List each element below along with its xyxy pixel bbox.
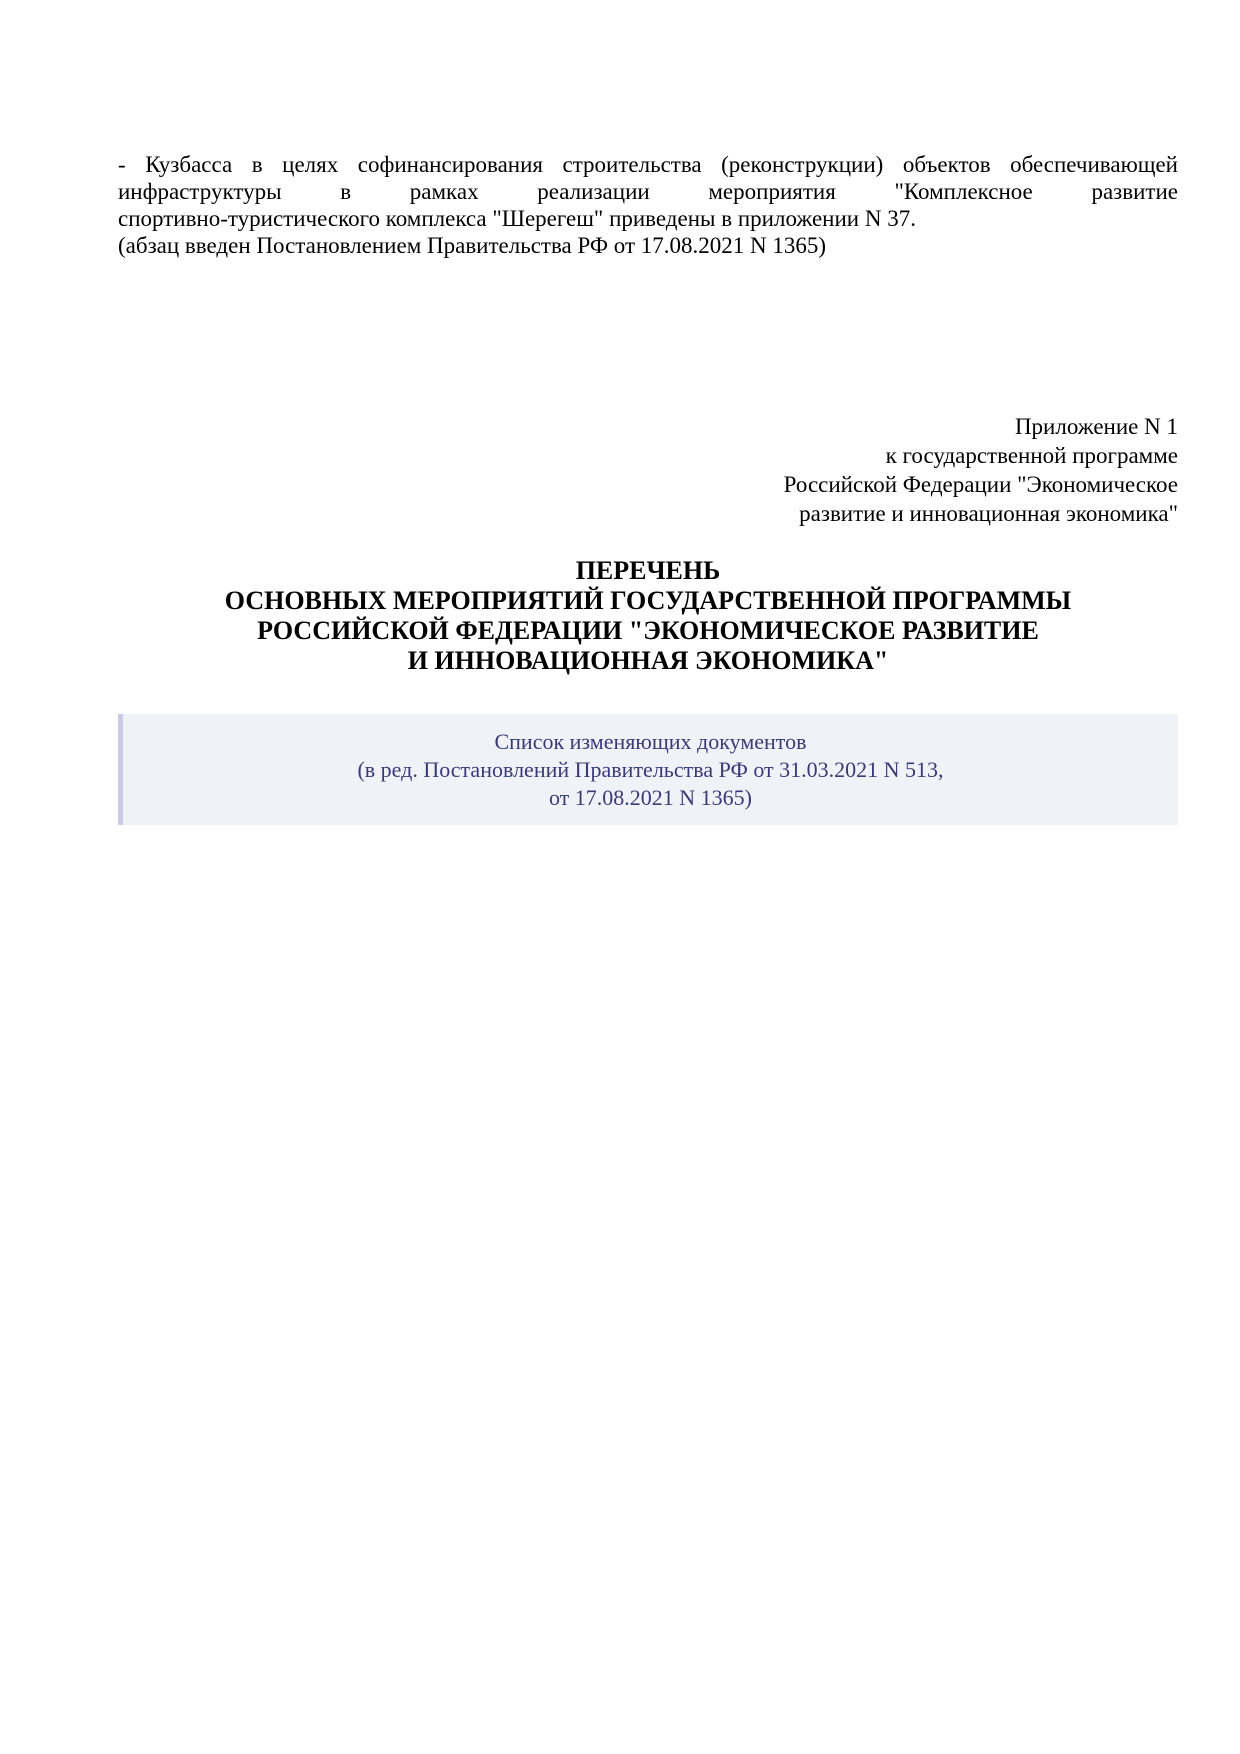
intro-line-2: инфраструктуры в рамках реализации мероприятия "Комплексное развитие bbox=[118, 179, 1178, 204]
changes-heading: Список изменяющих документов bbox=[494, 729, 807, 754]
appendix-header bbox=[578, 412, 1178, 528]
title-line-2: ОСНОВНЫХ МЕРОПРИЯТИЙ ГОСУДАРСТВЕННОЙ ПРОГРАММЫ bbox=[224, 586, 1072, 615]
document-title bbox=[118, 556, 1178, 676]
appendix-line-4: развитие и инновационная экономика" bbox=[799, 501, 1178, 526]
title-line-1: ПЕРЕЧЕНЬ bbox=[575, 556, 721, 585]
intro-line-1: - Кузбасса в целях софинансирования строительства (реконструкции) объектов обеспечивающей bbox=[118, 152, 1178, 177]
title-line-4: И ИННОВАЦИОННАЯ ЭКОНОМИКА" bbox=[407, 646, 889, 675]
changes-line-1: (в ред. Постановлений Правительства РФ от 31.03.2021 N 513, bbox=[357, 757, 944, 782]
title-line-3: РОССИЙСКОЙ ФЕДЕРАЦИИ "ЭКОНОМИЧЕСКОЕ РАЗВИТИЕ bbox=[257, 616, 1039, 645]
appendix-line-2: к государственной программе bbox=[885, 443, 1178, 468]
intro-paragraph bbox=[118, 151, 1178, 259]
amending-documents-box bbox=[118, 714, 1178, 825]
intro-note: (абзац введен Постановлением Правительства РФ от 17.08.2021 N 1365) bbox=[118, 233, 827, 258]
changes-line-2: от 17.08.2021 N 1365) bbox=[548, 785, 753, 810]
intro-line-3: спортивно-туристического комплекса "Шерегеш" приведены в приложении N 37. bbox=[118, 206, 916, 231]
appendix-number: Приложение N 1 bbox=[1014, 414, 1178, 439]
appendix-line-3: Российской Федерации "Экономическое bbox=[783, 472, 1178, 497]
